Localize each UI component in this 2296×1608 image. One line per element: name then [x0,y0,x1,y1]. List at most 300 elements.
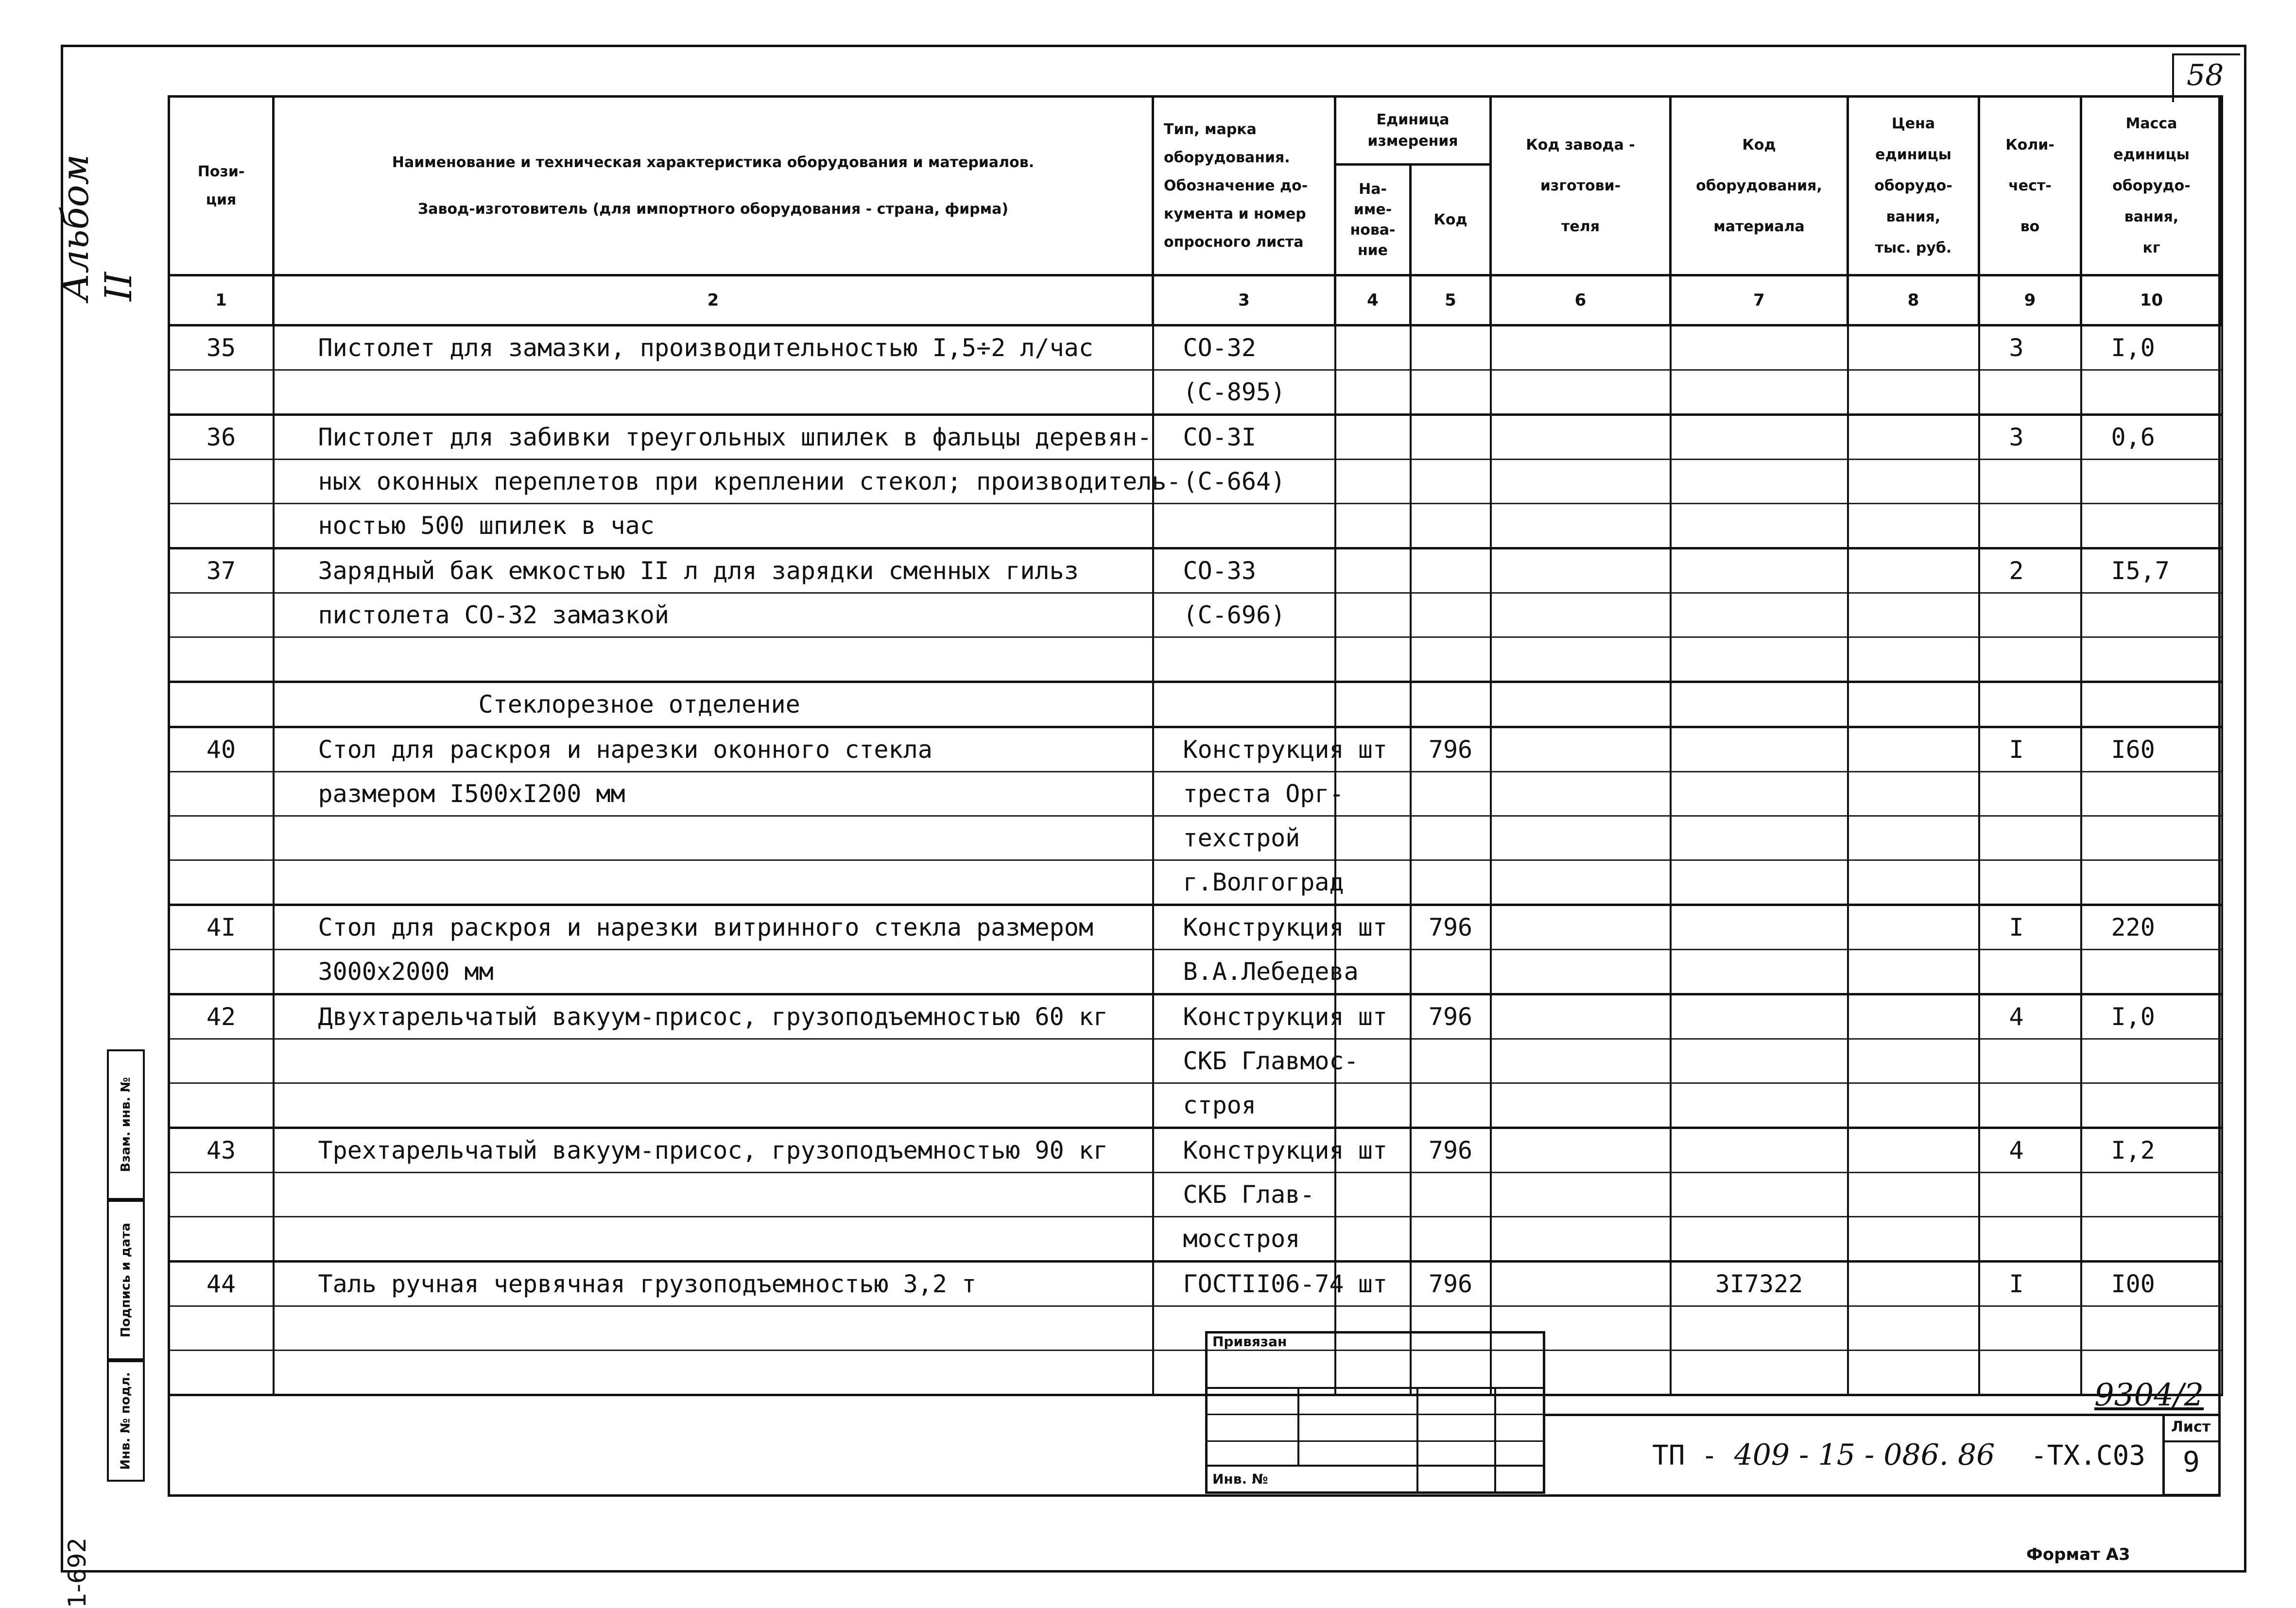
cell-col-5: 796 [1411,1262,1491,1306]
cell-col-7 [1671,460,1848,504]
cell-col-5 [1411,325,1491,370]
cell-col-4: шт [1335,1128,1411,1173]
cell-col-2 [274,1306,1153,1351]
table-row [169,1262,2222,1306]
table-row [169,905,2222,950]
cell-col-1 [169,1351,274,1395]
cell-col-1 [169,1173,274,1217]
table-row [169,1128,2222,1173]
cell-col-3: (С-664) [1153,460,1335,504]
cell-col-3: СКБ Глав- [1153,1173,1335,1217]
cell-col-4 [1335,637,1411,682]
cell-col-10 [2081,504,2222,548]
cell-col-2: Зарядный бак емкостью II л для зарядки сменных гильз [274,548,1153,593]
cell-col-8 [1848,1083,1979,1128]
cell-col-7 [1671,1217,1848,1262]
cell-col-2 [274,370,1153,415]
cell-col-2: Стол для раскроя и нарезки оконного стекла [274,727,1153,772]
cell-col-6 [1491,860,1671,905]
cell-col-2 [274,1039,1153,1083]
cell-col-10: I00 [2081,1262,2222,1306]
cell-col-1: 40 [169,727,274,772]
cell-col-5 [1411,460,1491,504]
title-top-line [1545,1414,2221,1416]
cell-col-9 [1979,504,2081,548]
cell-col-5 [1411,637,1491,682]
cell-col-4: шт [1335,905,1411,950]
cell-col-6 [1491,950,1671,994]
cell-col-3: Конструкция [1153,994,1335,1039]
cell-col-3: В.А.Лебедева [1153,950,1335,994]
cell-col-7 [1671,727,1848,772]
cell-col-4 [1335,460,1411,504]
cell-col-1 [169,370,274,415]
cell-col-4 [1335,548,1411,593]
cell-col-8 [1848,415,1979,460]
cell-col-1 [169,504,274,548]
document-code [1652,1438,2145,1472]
cell-col-3: техстрой [1153,816,1335,860]
cell-col-1: 42 [169,994,274,1039]
cell-col-6 [1491,504,1671,548]
cell-col-4 [1335,325,1411,370]
cell-col-10 [2081,593,2222,637]
header-position: Пози- ция [169,97,274,275]
cell-col-10 [2081,1083,2222,1128]
cell-col-3: (С-895) [1153,370,1335,415]
side-inv-no-text: Инв. № подл. [119,1372,133,1470]
cell-col-1: 4I [169,905,274,950]
header-maker-code: Код завода - изготови- теля [1491,97,1671,275]
cell-col-4 [1335,1217,1411,1262]
cell-col-6 [1491,1217,1671,1262]
cell-col-4 [1335,772,1411,816]
cell-col-8 [1848,548,1979,593]
cell-col-3: Конструкция [1153,905,1335,950]
cell-col-2 [274,637,1153,682]
cell-col-3: строя [1153,1083,1335,1128]
cell-col-2: пистолета СО-32 замазкой [274,593,1153,637]
cell-col-4 [1335,860,1411,905]
table-row [169,504,2222,548]
cell-col-9 [1979,860,2081,905]
cell-col-5 [1411,772,1491,816]
cell-col-7 [1671,593,1848,637]
cell-col-6 [1491,816,1671,860]
cell-col-10 [2081,950,2222,994]
cell-col-4 [1335,415,1411,460]
cell-col-4 [1335,1083,1411,1128]
col-number: 2 [274,275,1153,325]
header-name: Наименование и техническая характеристика оборудования и материалов. Завод-изготовитель (для импортного оборудования - страна, фирма) [274,97,1153,275]
side-replace-inv-text: Взам. инв. № [119,1077,133,1172]
cell-col-1: 35 [169,325,274,370]
table-row [169,950,2222,994]
cell-col-5 [1411,504,1491,548]
cell-col-7 [1671,370,1848,415]
cell-col-3: Конструкция [1153,1128,1335,1173]
cell-col-7 [1671,415,1848,460]
cell-col-8 [1848,1128,1979,1173]
cell-col-1 [169,860,274,905]
cell-col-7 [1671,1173,1848,1217]
header-unit-name: На- име- нова- ние [1335,165,1411,275]
side-signature-text: Подпись и дата [119,1222,134,1338]
cell-col-10: I,2 [2081,1128,2222,1173]
cell-col-7 [1671,1039,1848,1083]
cell-col-8 [1848,1039,1979,1083]
cell-col-2: Пистолет для замазки, производительностью I,5÷2 л/час [274,325,1153,370]
cell-col-9 [1979,637,2081,682]
cell-col-10 [2081,370,2222,415]
cell-col-9 [1979,1083,2081,1128]
col-number: 1 [169,275,274,325]
cell-col-9: 2 [1979,548,2081,593]
cell-col-8 [1848,1217,1979,1262]
cell-col-9: 4 [1979,994,2081,1039]
cell-col-9 [1979,1351,2081,1395]
cell-col-9 [1979,950,2081,994]
cell-col-8 [1848,950,1979,994]
album-label-text: Альбом II [53,154,140,301]
cell-col-10 [2081,1217,2222,1262]
cell-col-2: Двухтарельчатый вакуум-присос, грузоподъемностью 60 кг [274,994,1153,1039]
table-row [169,682,2222,727]
header-equipment-code: Код оборудования, материала [1671,97,1848,275]
cell-col-8 [1848,325,1979,370]
cell-col-6 [1491,727,1671,772]
cell-col-6 [1491,1128,1671,1173]
cell-col-4 [1335,682,1411,727]
cell-col-2: Стол для раскроя и нарезки витринного стекла размером [274,905,1153,950]
cell-col-8 [1848,727,1979,772]
header-quantity: Коли- чест- во [1979,97,2081,275]
cell-col-1 [169,1217,274,1262]
cell-col-1 [169,772,274,816]
cell-col-9 [1979,772,2081,816]
table-row [169,637,2222,682]
cell-col-5: 796 [1411,1128,1491,1173]
tied-line [1494,1387,1496,1494]
cell-col-10 [2081,816,2222,860]
cell-col-2: Таль ручная червячная грузоподъемностью 3,2 т [274,1262,1153,1306]
document-suffix: -ТХ.С03 [2031,1440,2146,1471]
cell-col-3: (С-696) [1153,593,1335,637]
table-header [169,97,2222,325]
cell-col-8 [1848,1351,1979,1395]
side-replace-inv [107,1049,145,1200]
cell-col-3 [1153,637,1335,682]
cell-col-6 [1491,682,1671,727]
table-row [169,1039,2222,1083]
cell-col-1: 43 [169,1128,274,1173]
table-row [169,1306,2222,1351]
col-number: 3 [1153,275,1335,325]
cell-col-5 [1411,1173,1491,1217]
side-signature [107,1200,145,1360]
tied-line [1416,1387,1418,1494]
cell-col-10 [2081,1306,2222,1351]
document-prefix: ТП - [1652,1440,1718,1471]
cell-col-7 [1671,816,1848,860]
col-number: 9 [1979,275,2081,325]
table-row [169,1351,2222,1395]
header-price: Цена единицы оборудо- вания, тыс. руб. [1848,97,1979,275]
cell-col-2 [274,1351,1153,1395]
cell-col-6 [1491,905,1671,950]
side-code-text: 1-692 [63,1537,91,1608]
header-unit-code: Код [1411,165,1491,275]
side-inv-no [107,1360,145,1482]
cell-col-6 [1491,1262,1671,1306]
cell-col-10: I,0 [2081,325,2222,370]
side-code [63,1501,97,1608]
cell-col-8 [1848,1173,1979,1217]
table-row [169,1083,2222,1128]
table-body [169,325,2222,1395]
header-unit: Единица измерения [1335,97,1491,165]
cell-col-1 [169,460,274,504]
cell-col-3: СО-3I [1153,415,1335,460]
cell-col-7 [1671,548,1848,593]
tied-line [1297,1387,1299,1465]
cell-col-7: 3I7322 [1671,1262,1848,1306]
cell-col-7 [1671,950,1848,994]
cell-col-10 [2081,772,2222,816]
col-number: 5 [1411,275,1491,325]
table-row [169,772,2222,816]
cell-col-7 [1671,772,1848,816]
cell-col-6 [1491,1083,1671,1128]
specification-table [168,95,2223,1396]
cell-col-5: 796 [1411,727,1491,772]
cell-col-2: Стеклорезное отделение [274,682,1153,727]
cell-col-8 [1848,460,1979,504]
cell-col-4 [1335,816,1411,860]
cell-col-3: мосстроя [1153,1217,1335,1262]
cell-col-10 [2081,682,2222,727]
cell-col-2 [274,1173,1153,1217]
cell-col-1: 36 [169,415,274,460]
cell-col-4 [1335,593,1411,637]
col-number: 6 [1491,275,1671,325]
cell-col-10 [2081,860,2222,905]
cell-col-10: 0,6 [2081,415,2222,460]
cell-col-6 [1491,1173,1671,1217]
tied-stamp-label: Привязан [1212,1334,1287,1350]
cell-col-5 [1411,816,1491,860]
sheet-label: Лист [2171,1419,2211,1436]
cell-col-3: треста Орг- [1153,772,1335,816]
col-number: 8 [1848,275,1979,325]
table-row [169,1173,2222,1217]
cell-col-9 [1979,1306,2081,1351]
cell-col-7 [1671,504,1848,548]
cell-col-8 [1848,1262,1979,1306]
cell-col-4: шт [1335,1262,1411,1306]
cell-col-6 [1491,548,1671,593]
cell-col-3: СКБ Главмос- [1153,1039,1335,1083]
cell-col-5 [1411,1217,1491,1262]
cell-col-10 [2081,1039,2222,1083]
cell-col-3 [1153,504,1335,548]
cell-col-9 [1979,816,2081,860]
cell-col-6 [1491,415,1671,460]
cell-col-1 [169,682,274,727]
cell-col-9 [1979,460,2081,504]
header-mass: Масса единицы оборудо- вания, кг [2081,97,2222,275]
sheet-number: 9 [2183,1445,2200,1478]
cell-col-9 [1979,1173,2081,1217]
cell-col-5 [1411,950,1491,994]
cell-col-8 [1848,637,1979,682]
cell-col-7 [1671,1351,1848,1395]
cell-col-1 [169,1039,274,1083]
cell-col-5 [1411,370,1491,415]
col-number: 10 [2081,275,2222,325]
cell-col-7 [1671,325,1848,370]
handwritten-number: 9304/2 [2094,1377,2204,1413]
cell-col-7 [1671,905,1848,950]
cell-col-9 [1979,1039,2081,1083]
cell-col-2: ных оконных переплетов при креплении стекол; производитель- [274,460,1153,504]
cell-col-9: 4 [1979,1128,2081,1173]
table-row [169,860,2222,905]
cell-col-9: I [1979,905,2081,950]
cell-col-5: 796 [1411,994,1491,1039]
cell-col-2 [274,816,1153,860]
cell-col-4: шт [1335,994,1411,1039]
cell-col-1: 37 [169,548,274,593]
cell-col-2: ностью 500 шпилек в час [274,504,1153,548]
cell-col-4: шт [1335,727,1411,772]
cell-col-3: Конструкция [1153,727,1335,772]
album-label [53,146,140,301]
table-row [169,548,2222,593]
cell-col-4 [1335,370,1411,415]
cell-col-6 [1491,460,1671,504]
cell-col-9 [1979,1217,2081,1262]
cell-col-2: 3000x2000 мм [274,950,1153,994]
cell-col-2: размером I500xI200 мм [274,772,1153,816]
table-row [169,727,2222,772]
cell-col-8 [1848,682,1979,727]
cell-col-3 [1153,682,1335,727]
cell-col-2: Пистолет для забивки треугольных шпилек в фальцы деревян- [274,415,1153,460]
table-row [169,593,2222,637]
table-row [169,994,2222,1039]
cell-col-3: СО-32 [1153,325,1335,370]
cell-col-10 [2081,1173,2222,1217]
format-label: Формат А3 [2026,1545,2130,1564]
cell-col-7 [1671,994,1848,1039]
cell-col-10: 220 [2081,905,2222,950]
cell-col-4 [1335,504,1411,548]
cell-col-1 [169,637,274,682]
cell-col-6 [1491,772,1671,816]
cell-col-2: Трехтарельчатый вакуум-присос, грузоподъемностью 90 кг [274,1128,1153,1173]
cell-col-9: I [1979,1262,2081,1306]
table-row [169,370,2222,415]
cell-col-5 [1411,415,1491,460]
sheet-box-line [2162,1440,2221,1442]
cell-col-10: I5,7 [2081,548,2222,593]
cell-col-5 [1411,1039,1491,1083]
corner-sheet-number: 58 [2187,58,2224,92]
cell-col-6 [1491,593,1671,637]
cell-col-10: I,0 [2081,994,2222,1039]
cell-col-5: 796 [1411,905,1491,950]
cell-col-5 [1411,548,1491,593]
column-number-row [169,275,2222,325]
cell-col-5 [1411,1083,1491,1128]
table-row [169,816,2222,860]
cell-col-7 [1671,637,1848,682]
cell-col-8 [1848,772,1979,816]
cell-col-2 [274,860,1153,905]
table-row [169,415,2222,460]
cell-col-8 [1848,504,1979,548]
cell-col-5 [1411,682,1491,727]
cell-col-10 [2081,460,2222,504]
cell-col-6 [1491,994,1671,1039]
document-number: 409 - 15 - 086. 86 [1734,1438,1995,1472]
table-row [169,1217,2222,1262]
cell-col-1 [169,950,274,994]
cell-col-8 [1848,816,1979,860]
cell-col-1 [169,816,274,860]
cell-col-1 [169,593,274,637]
cell-col-6 [1491,370,1671,415]
cell-col-1: 44 [169,1262,274,1306]
cell-col-6 [1491,1039,1671,1083]
cell-col-7 [1671,682,1848,727]
cell-col-2 [274,1217,1153,1262]
cell-col-9 [1979,370,2081,415]
cell-col-9 [1979,682,2081,727]
cell-col-6 [1491,637,1671,682]
inv-no-label: Инв. № [1212,1471,1268,1487]
cell-col-8 [1848,1306,1979,1351]
cell-col-3: ГОСТII06-74 [1153,1262,1335,1306]
cell-col-8 [1848,370,1979,415]
cell-col-2 [274,1083,1153,1128]
cell-col-7 [1671,860,1848,905]
cell-col-9: 3 [1979,325,2081,370]
table-row [169,325,2222,370]
cell-col-8 [1848,905,1979,950]
cell-col-7 [1671,1083,1848,1128]
cell-col-5 [1411,593,1491,637]
table-row [169,460,2222,504]
cell-col-9 [1979,593,2081,637]
header-type: Тип, марка оборудования. Обозначение до- кумента и номер опросного листа [1153,97,1335,275]
cell-col-10 [2081,637,2222,682]
col-number: 7 [1671,275,1848,325]
cell-col-6 [1491,325,1671,370]
cell-col-8 [1848,994,1979,1039]
cell-col-8 [1848,593,1979,637]
cell-col-4 [1335,1173,1411,1217]
cell-col-9: 3 [1979,415,2081,460]
cell-col-1 [169,1083,274,1128]
cell-col-9: I [1979,727,2081,772]
cell-col-3: СО-33 [1153,548,1335,593]
cell-col-7 [1671,1306,1848,1351]
col-number: 4 [1335,275,1411,325]
cell-col-8 [1848,860,1979,905]
cell-col-5 [1411,860,1491,905]
